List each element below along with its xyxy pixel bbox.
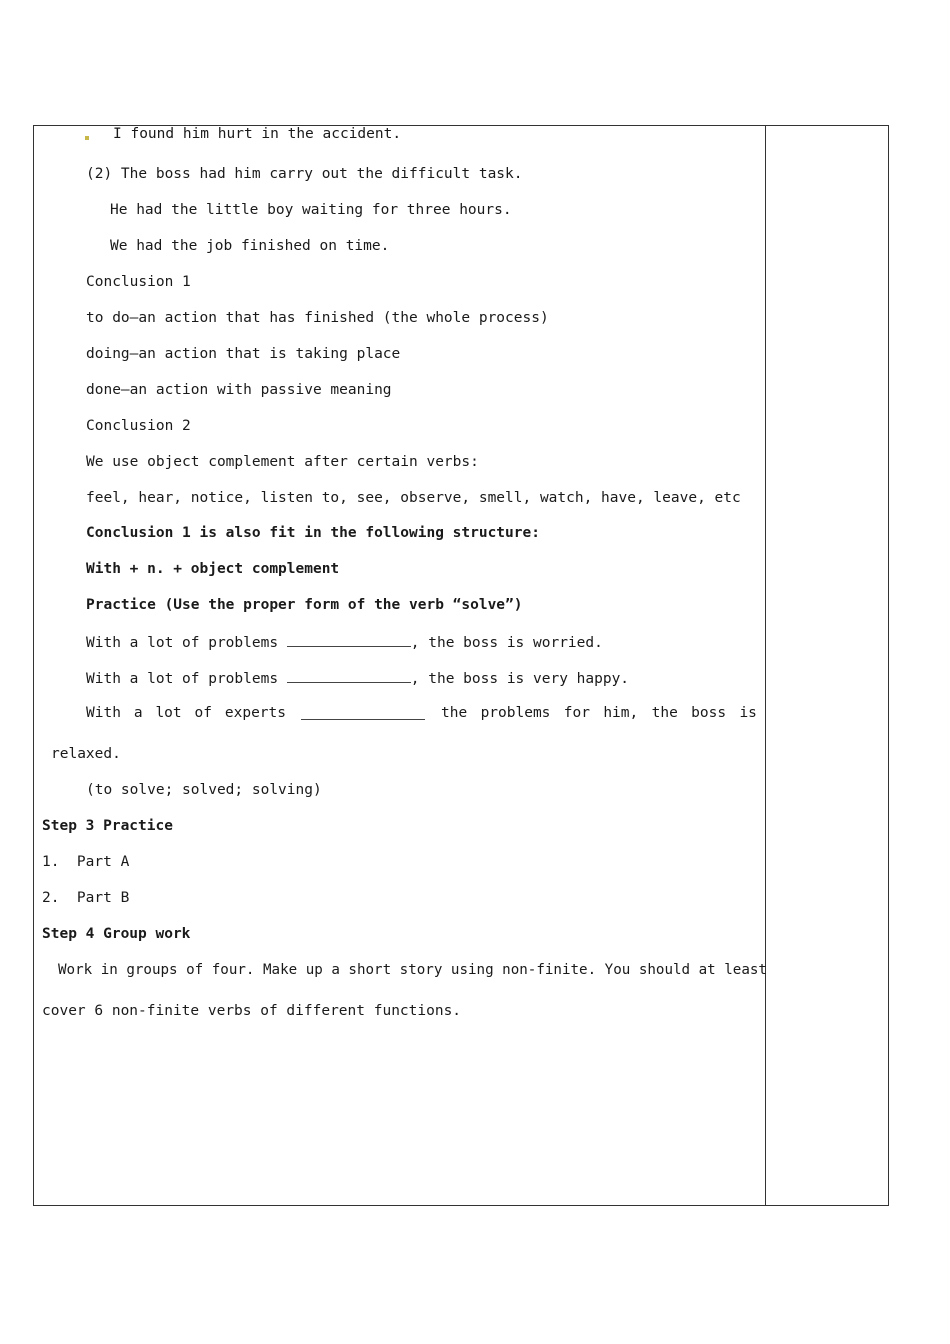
conclusion-1-doing: doing—an action that is taking place — [86, 346, 401, 362]
word: boss — [691, 705, 727, 721]
word: for — [563, 705, 590, 721]
practice-item-3-tail — [441, 704, 757, 722]
practice-item-2-tail: , the boss is very happy. — [410, 671, 630, 687]
example-line-4: We had the job finished on time. — [110, 238, 390, 254]
practice-item-3-continued: relaxed. — [51, 746, 121, 762]
practice-item-1-tail: , the boss is worried. — [410, 635, 603, 651]
answer-blank-2[interactable] — [287, 668, 411, 683]
step-4-instructions: Work in groups of four. Make up a short story using non-finite. You should at least — [58, 962, 767, 978]
practice-item-1 — [86, 632, 603, 652]
practice-item-3-lead — [86, 704, 286, 722]
conclusion-2-verbs: feel, hear, notice, listen to, see, observe, smell, watch, have, leave, etc — [86, 490, 741, 506]
conclusion-2-text: We use object complement after certain verbs: — [86, 454, 479, 470]
word: a — [133, 705, 143, 721]
conclusion-2-title: Conclusion 2 — [86, 418, 191, 434]
table-column-divider — [765, 125, 766, 1206]
structure-formula: With + n. + object complement — [86, 561, 340, 577]
practice-item-2-lead: With a lot of problems — [86, 671, 279, 687]
example-line-2: (2) The boss had him carry out the difficult task. — [86, 166, 523, 182]
answer-blank-1[interactable] — [287, 632, 411, 647]
word: With — [86, 705, 121, 721]
structure-note: Conclusion 1 is also fit in the following structure: — [86, 525, 540, 541]
word: the — [651, 705, 678, 721]
practice-item-1-lead: With a lot of problems — [86, 635, 279, 651]
practice-title: Practice (Use the proper form of the verb “solve”) — [86, 597, 523, 613]
step-3-part-a: 1. Part A — [42, 854, 130, 870]
step-3-part-b: 2. Part B — [42, 890, 130, 906]
conclusion-1-to-do: to do—an action that has finished (the whole process) — [86, 310, 549, 326]
word: of — [194, 705, 212, 721]
word: lot — [155, 705, 182, 721]
example-line-1: I found him hurt in the accident. — [113, 126, 402, 142]
example-line-3: He had the little boy waiting for three hours. — [110, 202, 512, 218]
word: problems — [480, 705, 551, 721]
conclusion-1-title: Conclusion 1 — [86, 274, 191, 290]
step-3-heading: Step 3 Practice — [42, 818, 173, 834]
answer-blank-3[interactable] — [301, 705, 425, 720]
bullet-mark — [85, 136, 89, 140]
conclusion-1-done: done—an action with passive meaning — [86, 382, 392, 398]
practice-item-2 — [86, 668, 629, 688]
answer-options: (to solve; solved; solving) — [86, 782, 322, 798]
step-4-instructions-continued: cover 6 non-finite verbs of different functions. — [42, 1003, 462, 1019]
word: him, — [603, 705, 639, 721]
word: the — [441, 705, 468, 721]
word: experts — [224, 705, 286, 721]
word: is — [739, 705, 757, 721]
step-4-heading: Step 4 Group work — [42, 926, 191, 942]
